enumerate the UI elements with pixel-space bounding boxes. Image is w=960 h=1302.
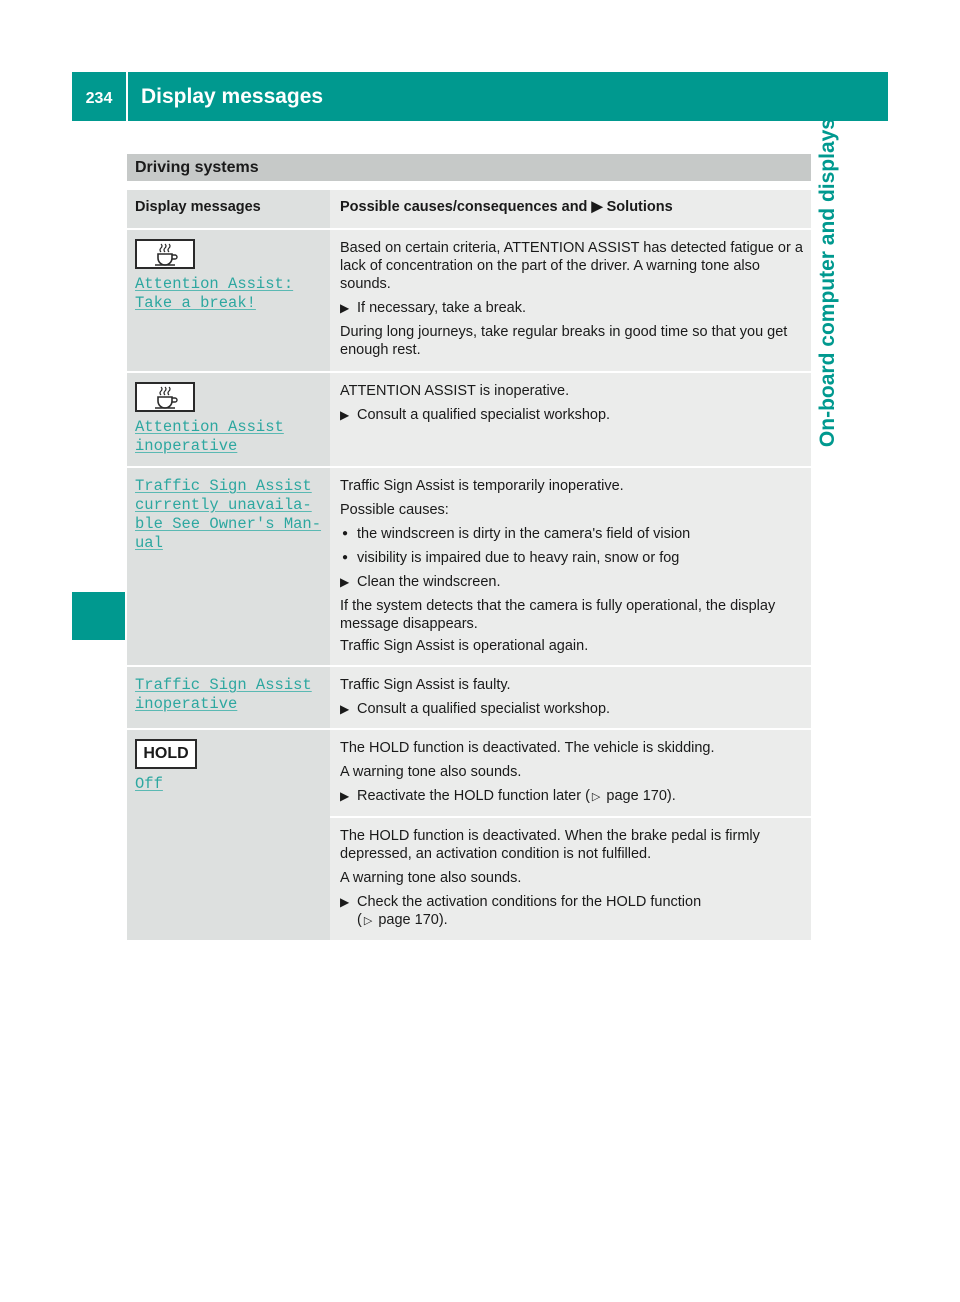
causes-cell [330,466,811,665]
message-text: inoperative [135,437,238,455]
cause-text: The HOLD function is deactivated. The vehicle is skidding. [340,740,715,756]
cause-text: ATTENTION ASSIST is inoperative. [340,383,570,399]
causes-cell [330,371,811,466]
message-cell [127,371,330,466]
cause-text: Traffic Sign Assist is operational again. [340,638,589,654]
causes-cell [330,816,811,940]
cause-text: During long journeys, take regular breaks in good time so that you get enough rest. [340,324,788,358]
page-ref-open: ( [357,912,362,928]
message-text: Off [135,775,163,793]
page-reference[interactable]: page 170). [602,788,676,804]
side-label: On-board computer and displays [816,118,839,448]
message-cell [127,665,330,728]
message-cell [127,728,330,940]
message-text: ble See Owner's Man‐ [135,515,322,533]
cause-text: If the system detects that the camera is fully operational, the display message disappears. [340,598,776,632]
table-row [127,466,811,665]
action-step: ▶ Consult a qualified specialist workshop. [340,700,803,718]
cause-text: Traffic Sign Assist is temporarily inoperative. [340,478,624,494]
causes-cell [330,728,811,816]
cause-text: A warning tone also sounds. [340,764,522,780]
message-text: currently unavaila‐ [135,496,312,514]
cause-text: Possible causes: [340,502,449,518]
cause-text: A warning tone also sounds. [340,870,522,886]
message-text: Attention Assist: [135,275,294,293]
message-text: Traffic Sign Assist [135,676,312,694]
column-header-causes [330,190,811,228]
action-step [340,893,803,930]
page-header [72,72,888,121]
coffee-cup-icon-graphic [137,241,193,267]
bullet-item: ● visibility is impaired due to heavy rain, snow or fog [340,549,803,567]
arrow-icon: ▶ [591,199,603,215]
page-ref-arrow-icon: ▷ [363,915,373,927]
coffee-cup-icon-graphic [137,384,193,410]
column-header-solutions-text: Solutions [606,199,673,215]
coffee-cup-icon [135,382,195,412]
message-cell [127,466,330,665]
message-text: ual [135,534,163,552]
page-ref-arrow-icon: ▷ [591,791,601,803]
display-messages-table [127,190,811,940]
action-step: ▶ If necessary, take a break. [340,299,803,317]
cause-text: The HOLD function is deactivated. When the brake pedal is firmly depressed, an activation condition is not fulfilled. [340,828,760,862]
page-reference[interactable]: page 170). [374,912,448,928]
message-cell [127,228,330,371]
table-row [127,228,811,371]
action-text: Reactivate the HOLD function later ( [357,788,590,804]
action-text: Check the activation conditions for the HOLD function [357,894,702,910]
table-row [127,665,811,728]
cause-text: Traffic Sign Assist is faulty. [340,677,511,693]
coffee-cup-icon [135,239,195,269]
message-text: inoperative [135,695,238,713]
header-divider [126,72,128,121]
action-step: ▶ Clean the windscreen. [340,573,803,591]
table-row [127,728,811,816]
table-row [127,371,811,466]
cause-text: Based on certain criteria, ATTENTION ASSIST has detected fatigue or a lack of concentration on the part of the driver. A warning tone also sounds. [340,240,803,292]
page-title: Display messages [141,85,324,108]
action-step [340,787,803,806]
column-header-messages: Display messages [127,190,330,228]
message-text: Traffic Sign Assist [135,477,312,495]
message-text: Attention Assist [135,418,284,436]
page-number: 234 [85,90,113,107]
action-step: ▶ Consult a qualified specialist workshop. [340,406,803,424]
bullet-item: ● the windscreen is dirty in the camera's field of vision [340,525,803,543]
causes-cell [330,665,811,728]
column-header-causes-text: Possible causes/consequences and [340,199,588,215]
side-color-block [72,592,125,640]
section-header [127,154,811,181]
section-title: Driving systems [135,159,259,176]
causes-cell [330,228,811,371]
message-text: Take a break! [135,294,256,312]
hold-icon: HOLD [135,739,197,769]
